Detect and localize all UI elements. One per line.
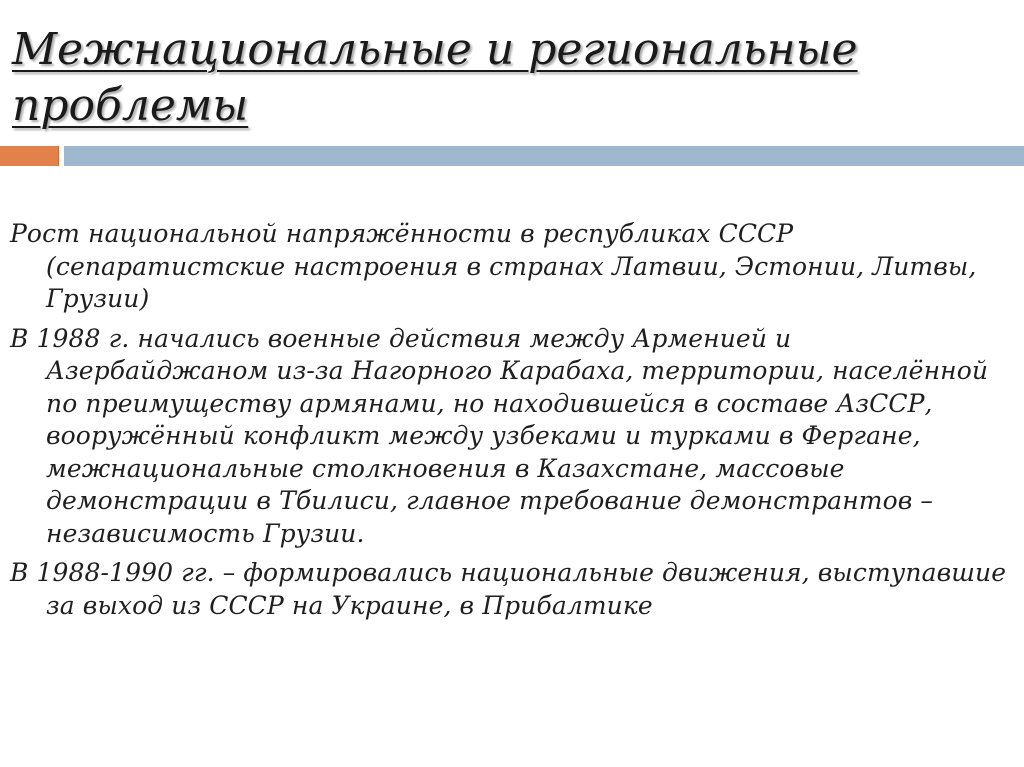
- accent-bar-orange: [0, 146, 59, 166]
- accent-bar-blue: [64, 146, 1024, 166]
- paragraph-national-tension: Рост национальной напряжённости в республиках СССР (сепаратистские настроения в странах Латвии, Эстонии, Литвы, Грузии): [10, 219, 977, 313]
- slide-title: Межнациональные и региональные проблемы: [12, 24, 858, 131]
- slide-body: [10, 218, 1010, 629]
- paragraph-movements-1988-1990: В 1988-1990 гг. – формировались национальные движения, выступавшие за выход из СССР на Украине, в Прибалтике: [10, 558, 1007, 620]
- paragraph-conflicts-1988: В 1988 г. начались военные действия между Арменией и Азербайджаном из-за Нагорного Карабаха, территории, населённой по преимуществу армянами, но находившейся в составе АзССР, вооружённый конфликт между узбеками и турками в Фергане, межнациональные столкновения в Казахстане, массовые демонстрации в Тбилиси, главное требование демонстрантов – независимость Грузии.: [10, 323, 989, 548]
